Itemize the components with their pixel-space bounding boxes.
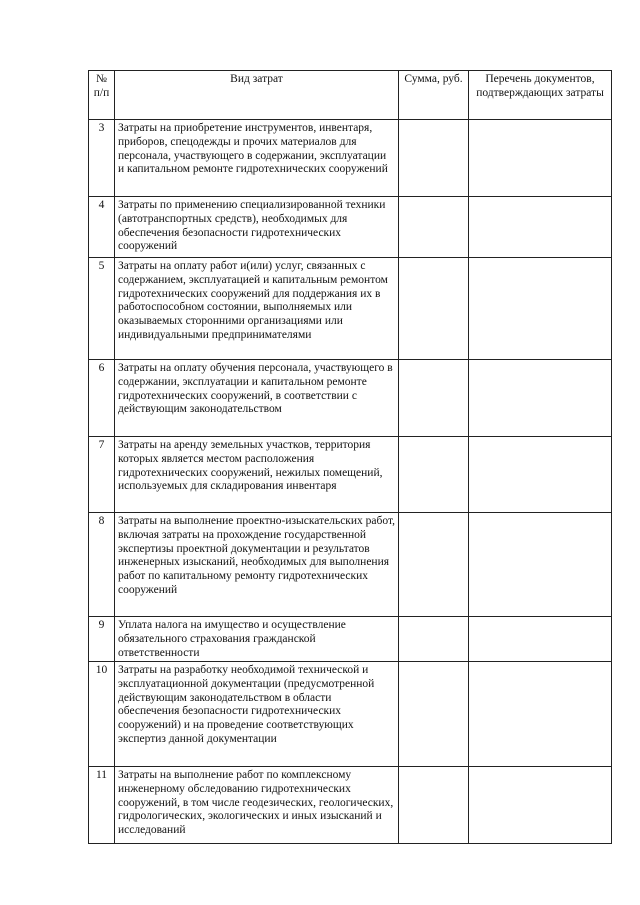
table-row: [89, 258, 612, 360]
header-docs: Перечень документов, подтверждающих затраты: [469, 71, 612, 120]
row-num: 6: [89, 360, 115, 437]
header-sum: Сумма, руб.: [399, 71, 469, 120]
row-text: Затраты на разработку необходимой технической и эксплуатационной документации (предусмотренной действующим законодательством в области обеспечения безопасности гидротехнических сооружений) и на проведение соответствующих экспертиз данной документации: [115, 662, 399, 767]
row-num: 8: [89, 513, 115, 617]
row-text: Затраты на выполнение проектно-изыскательских работ, включая затраты на прохождение государственной экспертизы проектной документации и результатов инженерных изысканий, необходимых для выполнения работ по капитальному ремонту гидротехнических сооружений: [115, 513, 399, 617]
table-row: [89, 513, 612, 617]
row-text: Затраты на оплату работ и(или) услуг, связанных с содержанием, эксплуатацией и капитальным ремонтом гидротехнических сооружений для поддержания их в работоспособном состоянии, выполняемых или оказываемых сторонними организациями или индивидуальными предпринимателями: [115, 258, 399, 360]
table-row: [89, 360, 612, 437]
row-text: Затраты на оплату обучения персонала, участвующего в содержании, эксплуатации и капитальном ремонте гидротехнических сооружений, в соответствии с действующим законодательством: [115, 360, 399, 437]
row-text: Затраты на аренду земельных участков, территория которых является местом расположения гидротехнических сооружений, нежилых помещений, используемых для складирования инвентаря: [115, 437, 399, 513]
row-num: 11: [89, 767, 115, 844]
row-docs: [469, 197, 612, 258]
row-docs: [469, 360, 612, 437]
row-docs: [469, 513, 612, 617]
row-text: Затраты на приобретение инструментов, инвентаря, приборов, спецодежды и прочих материалов для персонала, участвующего в содержании, эксплуатации и капитальном ремонте гидротехнических сооружений: [115, 120, 399, 197]
row-text: Уплата налога на имущество и осуществление обязательного страхования гражданской ответственности: [115, 617, 399, 662]
row-text: Затраты по применению специализированной техники (автотранспортных средств), необходимых для обеспечения безопасности гидротехнических сооружений: [115, 197, 399, 258]
row-num: 4: [89, 197, 115, 258]
table-row: [89, 767, 612, 844]
row-docs: [469, 120, 612, 197]
row-num: 9: [89, 617, 115, 662]
row-sum: [399, 360, 469, 437]
header-num: № п/п: [89, 71, 115, 120]
row-docs: [469, 437, 612, 513]
header-kind: Вид затрат: [115, 71, 399, 120]
table-row: [89, 437, 612, 513]
row-num: 10: [89, 662, 115, 767]
row-docs: [469, 662, 612, 767]
row-text: Затраты на выполнение работ по комплексному инженерному обследованию гидротехнических сооружений, в том числе геодезических, геологических, гидрологических, экологических и иных изысканий и исследований: [115, 767, 399, 844]
row-sum: [399, 617, 469, 662]
row-sum: [399, 513, 469, 617]
table-row: [89, 662, 612, 767]
table-row: [89, 120, 612, 197]
row-docs: [469, 767, 612, 844]
expenses-table: [88, 70, 612, 844]
row-num: 7: [89, 437, 115, 513]
row-sum: [399, 662, 469, 767]
row-sum: [399, 437, 469, 513]
row-docs: [469, 617, 612, 662]
row-docs: [469, 258, 612, 360]
row-sum: [399, 767, 469, 844]
table-row: [89, 617, 612, 662]
row-num: 3: [89, 120, 115, 197]
table-row: [89, 197, 612, 258]
row-sum: [399, 258, 469, 360]
table-header-row: [89, 71, 612, 120]
row-num: 5: [89, 258, 115, 360]
row-sum: [399, 120, 469, 197]
row-sum: [399, 197, 469, 258]
